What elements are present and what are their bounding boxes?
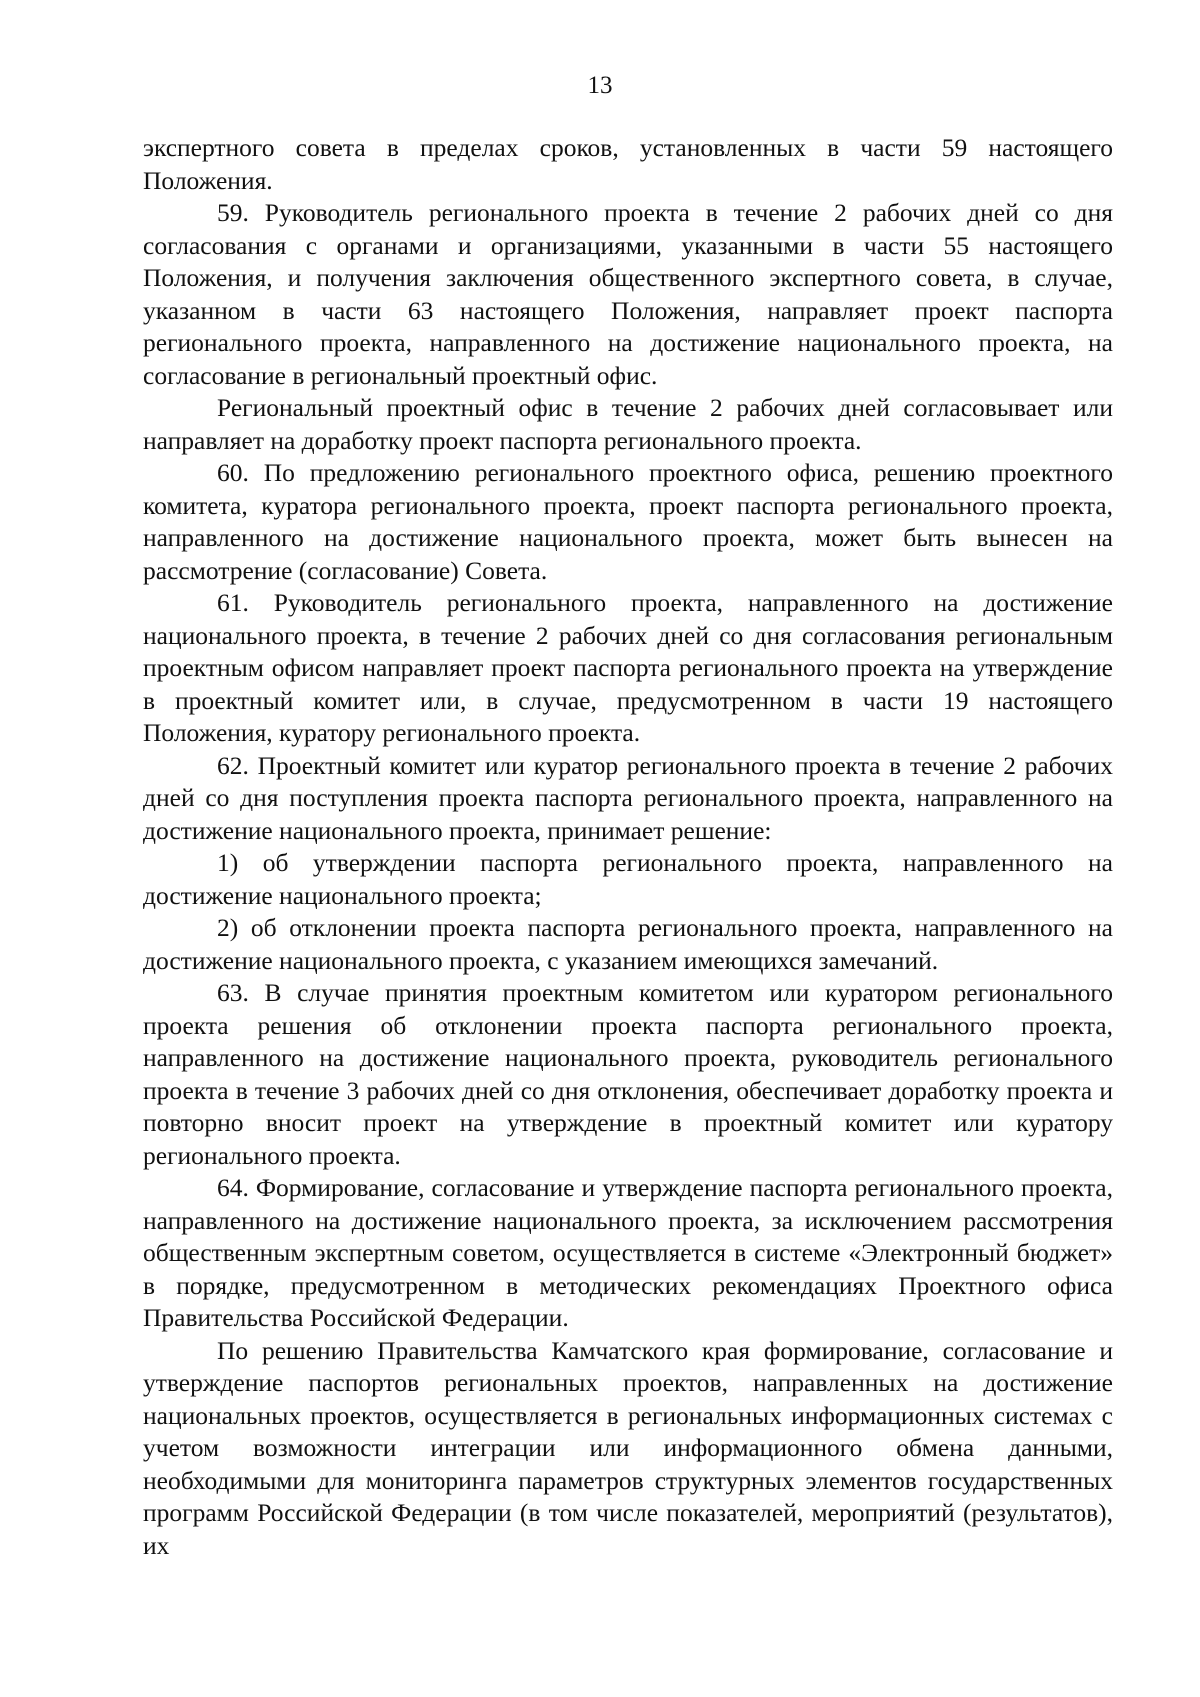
document-body xyxy=(143,132,1113,1562)
paragraph-62: 62. Проектный комитет или куратор регионального проекта в течение 2 рабочих дней со дня поступления проекта паспорта регионального проекта, направленного на достижение национального проекта, принимает решение: xyxy=(143,750,1113,845)
paragraph-62-item-2: 2) об отклонении проекта паспорта регионального проекта, направленного на достижение национального проекта, с указанием имеющихся замечаний. xyxy=(143,913,1113,975)
paragraph-59: 59. Руководитель регионального проекта в течение 2 рабочих дней со дня согласования с органами и организациями, указанными в части 55 настоящего Положения, и получения заключения общественного экспертного совета, в случае, указанном в части 63 настоящего Положения, направляет проект паспорта регионального проекта, направленного на достижение национального проекта, на согласование в региональный проектный офис. xyxy=(143,198,1113,390)
page-number: 13 xyxy=(587,72,613,99)
paragraph-61: 61. Руководитель регионального проекта, направленного на достижение национального проекта, в течение 2 рабочих дней со дня согласования региональным проектным офисом направляет проект паспорта регионального проекта на утверждение в проектный комитет или, в случае, предусмотренном в части 19 настоящего Положения, куратору регионального проекта. xyxy=(143,588,1113,747)
paragraph-continuation: экспертного совета в пределах сроков, установленных в части 59 настоящего Положения. xyxy=(143,133,1113,195)
paragraph-59-second: Региональный проектный офис в течение 2 рабочих дней согласовывает или направляет на доработку проект паспорта регионального проекта. xyxy=(143,393,1113,455)
paragraph-62-item-1: 1) об утверждении паспорта регионального проекта, направленного на достижение национального проекта; xyxy=(143,848,1113,910)
paragraph-63: 63. В случае принятия проектным комитетом или куратором регионального проекта решения об отклонении проекта паспорта регионального проекта, направленного на достижение национального проекта, руководитель регионального проекта в течение 3 рабочих дней со дня отклонения, обеспечивает доработку проекта и повторно вносит проект на утверждение в проектный комитет или куратору регионального проекта. xyxy=(143,978,1113,1170)
paragraph-64-second: По решению Правительства Камчатского края формирование, согласование и утверждение паспортов региональных проектов, направленных на достижение национальных проектов, осуществляется в региональных информационных системах с учетом возможности интеграции или информационного обмена данными, необходимыми для мониторинга параметров структурных элементов государственных программ Российской Федерации (в том числе показателей, мероприятий (результатов), их xyxy=(143,1335,1113,1560)
paragraph-60: 60. По предложению регионального проектного офиса, решению проектного комитета, куратора регионального проекта, проект паспорта регионального проекта, направленного на достижение национального проекта, может быть вынесен на рассмотрение (согласование) Совета. xyxy=(143,458,1113,585)
paragraph-64: 64. Формирование, согласование и утверждение паспорта регионального проекта, направленного на достижение национального проекта, за исключением рассмотрения общественным экспертным советом, осуществляется в системе «Электронный бюджет» в порядке, предусмотренном в методических рекомендациях Проектного офиса Правительства Российской Федерации. xyxy=(143,1173,1113,1332)
